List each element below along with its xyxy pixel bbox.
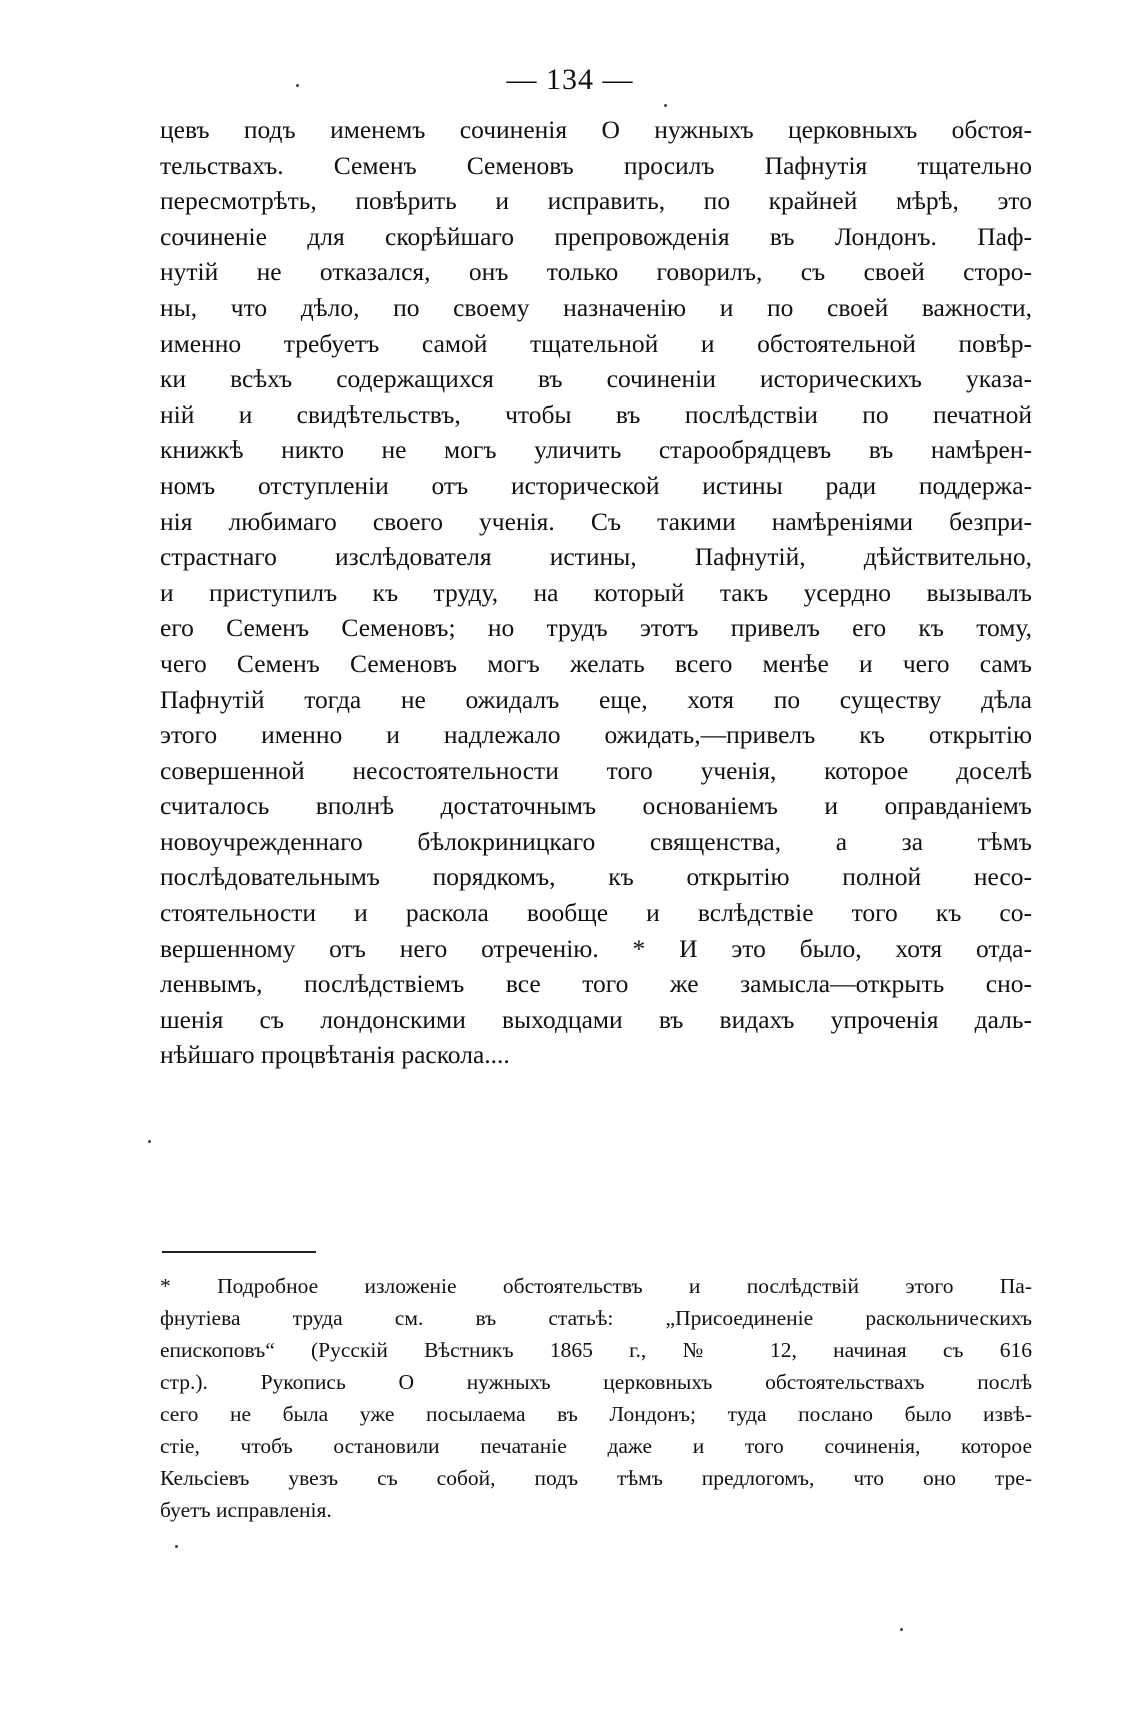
footnote-line: сего не была уже посылаема въ Лондонъ; туда послано было извѣ- [160, 1402, 1032, 1426]
text-line: книжкѣ никто не могъ уличить старообрядцевъ въ намѣрен- [160, 435, 1032, 465]
text-line: считалось вполнѣ достаточнымъ основаніемъ и оправданіемъ [160, 791, 1032, 821]
footnote-line: Кельсіевъ увезъ съ собой, подъ тѣмъ предлогомъ, что оно тре- [160, 1466, 1032, 1490]
main-text [160, 112, 1032, 1073]
text-line: его Семенъ Семеновъ; но трудъ этотъ привелъ его къ тому, [160, 613, 1032, 643]
text-line: и приступилъ къ труду, на который такъ усердно вызывалъ [160, 577, 1032, 607]
footnote-divider [162, 1251, 316, 1253]
text-line: цевъ подъ именемъ сочиненія О нужныхъ церковныхъ обстоя- [160, 115, 1032, 144]
text-line: именно требуетъ самой тщательной и обстоятельной повѣр- [160, 328, 1032, 358]
text-line: совершенной несостоятельности того ученія, которое доселѣ [160, 755, 1032, 785]
print-speck [148, 1140, 151, 1143]
text-line: тельствахъ. Семенъ Семеновъ просилъ Пафнутія тщательно [160, 150, 1032, 180]
text-line: новоучрежденнаго бѣлокриницкаго священства, а за тѣмъ [160, 826, 1032, 856]
text-line: этого именно и надлежало ожидать,—привелъ къ открытію [160, 720, 1032, 750]
text-line: ны, что дѣло, по своему назначенію и по своей важности, [160, 292, 1032, 322]
text-line: чего Семенъ Семеновъ могъ желать всего менѣе и чего самъ [160, 648, 1032, 678]
print-speck [900, 1628, 903, 1631]
footnote-line: стр.). Рукопись О нужныхъ церковныхъ обстоятельствахъ послѣ [160, 1370, 1032, 1394]
footnote-line: стіе, чтобъ остановили печатаніе даже и того сочиненія, которое [160, 1434, 1032, 1458]
text-line: шенія съ лондонскими выходцами въ видахъ упроченія даль- [160, 1004, 1032, 1034]
text-line: нія любимаго своего ученія. Съ такими намѣреніями безпри- [160, 506, 1032, 536]
text-line: ки всѣхъ содержащихся въ сочиненіи историческихъ указа- [160, 364, 1032, 394]
page-number: — 134 — [506, 63, 634, 96]
text-line: Пафнутій тогда не ожидалъ еще, хотя по существу дѣла [160, 684, 1032, 714]
print-speck [175, 1545, 178, 1548]
text-line: нутій не отказался, онъ только говорилъ, съ своей сторо- [160, 257, 1032, 287]
footnote-line: буетъ исправленія. [160, 1498, 332, 1522]
text-line: вершенному отъ него отреченію. * И это было, хотя отда- [160, 933, 1032, 963]
footnote-line: фнутіева труда см. въ статьѣ: „Присоединеніе раскольническихъ [160, 1306, 1032, 1330]
text-line: ленвымъ, послѣдствіемъ все того же замысла—открыть сно- [160, 969, 1032, 999]
print-speck [664, 104, 667, 107]
footnote-line: * Подробное изложеніе обстоятельствъ и послѣдствій этого Па- [160, 1274, 1032, 1298]
text-line: сочиненіе для скорѣйшаго препровожденія въ Лондонъ. Паф- [160, 221, 1032, 251]
text-line: пересмотрѣть, повѣрить и исправить, по крайней мѣрѣ, это [160, 186, 1032, 216]
footnote [160, 1270, 1032, 1526]
text-line: нѣйшаго процвѣтанія раскола.... [160, 1040, 510, 1070]
footnote-line: епископовъ“ (Русскій Вѣстникъ 1865 г., № 12, начиная съ 616 [160, 1338, 1032, 1362]
print-speck [296, 84, 299, 87]
text-line: послѣдовательнымъ порядкомъ, къ открытію полной несо- [160, 862, 1032, 892]
text-line: стоятельности и раскола вообще и вслѣдствіе того къ со- [160, 898, 1032, 928]
text-line: ній и свидѣтельствъ, чтобы въ послѣдствіи по печатной [160, 399, 1032, 429]
text-line: страстнаго изслѣдователя истины, Пафнутій, дѣйствительно, [160, 542, 1032, 572]
text-line: номъ отступленіи отъ исторической истины ради поддержа- [160, 470, 1032, 500]
